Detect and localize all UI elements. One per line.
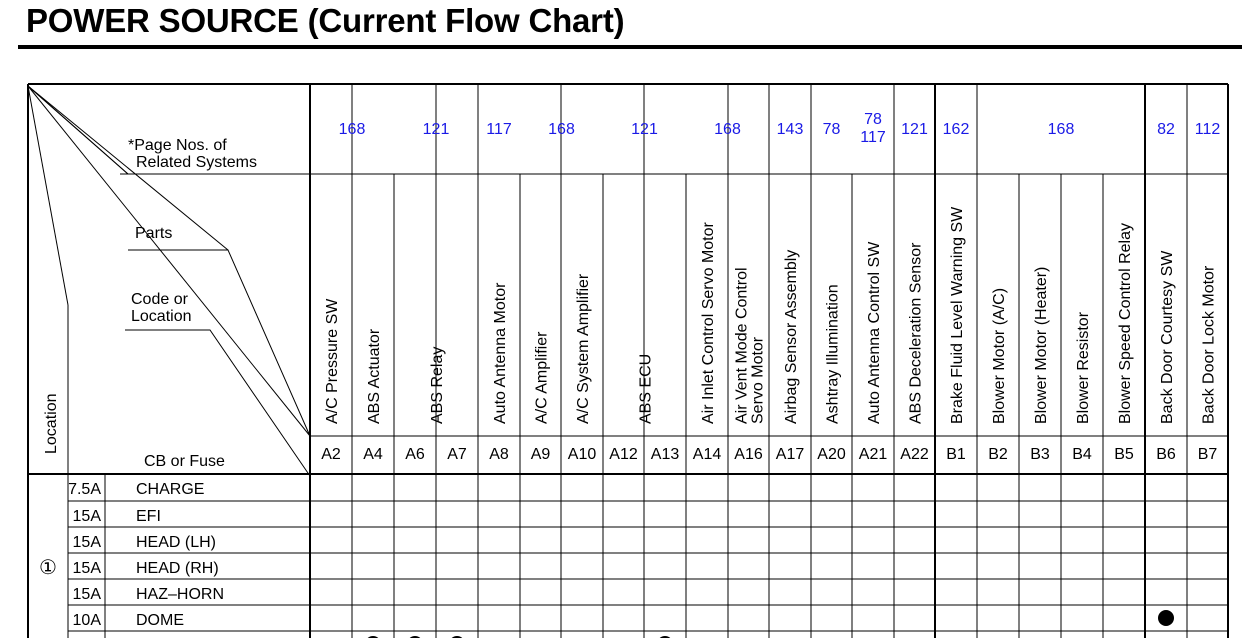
part-name: Back Door Lock Motor [1200, 265, 1218, 424]
page-number: 162 [942, 121, 970, 138]
part-name: A/C Pressure SW [324, 298, 341, 424]
table-header [43, 137, 257, 470]
part-name: ABS Actuator [366, 328, 383, 424]
page-number: 121 [901, 121, 928, 138]
fuse-amperage: 15A [72, 508, 101, 525]
cb-fuse-label: CB or Fuse [144, 453, 225, 470]
fuse-name: HEAD (RH) [136, 560, 219, 577]
fuse-name: CHARGE [136, 481, 205, 498]
part-code: A17 [775, 446, 805, 463]
page-number: 121 [631, 121, 658, 138]
page-number: 143 [776, 121, 804, 138]
fuse-amperage: 7.5A [68, 481, 101, 498]
part-code: A21 [858, 446, 888, 463]
page-number: 168 [1047, 121, 1075, 138]
page-number: 78 [864, 111, 882, 128]
part-name: Blower Speed Control Relay [1117, 223, 1134, 424]
fuse-name: EFI [136, 508, 161, 525]
part-code: B2 [988, 446, 1008, 463]
header-diagonal-code-location [28, 86, 68, 305]
part-name: ABS Deceleration Sensor [907, 242, 925, 424]
page-number: 168 [714, 121, 741, 138]
part-name: Ashtray Illumination [824, 284, 842, 424]
fuse-name: HEAD (LH) [136, 534, 217, 551]
part-code: A14 [692, 446, 722, 463]
part-name: Air Inlet Control Servo Motor [700, 222, 717, 424]
part-name: Auto Antenna Control SW [866, 241, 883, 424]
code-label-line1: Code or [131, 291, 188, 308]
connection-dot [1158, 610, 1174, 626]
part-code: A7 [447, 446, 467, 463]
part-name: Blower Motor (Heater) [1033, 266, 1050, 424]
page-number: 112 [1194, 121, 1221, 138]
location-marker: ① [39, 557, 57, 579]
fuse-amperage: 15A [72, 534, 101, 551]
part-code: A10 [567, 446, 597, 463]
part-code: A8 [489, 446, 509, 463]
part-code: B3 [1030, 446, 1050, 463]
part-name: A/C Amplifier [533, 331, 551, 424]
page-nos-label-line1: *Page Nos. of [128, 137, 227, 154]
part-code: B7 [1197, 446, 1218, 463]
page-number: 168 [548, 121, 575, 138]
part-name: ABS ECU [637, 353, 655, 424]
page-numbers-row [339, 111, 1221, 146]
fuse-name: HAZ–HORN [136, 586, 225, 603]
part-code: A22 [900, 446, 929, 463]
part-name: Air Vent Mode Control [733, 267, 751, 424]
part-name: Brake Fluid Level Warning SW [949, 206, 966, 424]
fuse-amperage: 10A [72, 612, 101, 629]
part-name: Blower Motor (A/C) [991, 287, 1008, 424]
fuse-name: DOME [136, 612, 184, 629]
page-nos-label-line2: Related Systems [136, 154, 257, 171]
page-number: 117 [860, 129, 886, 146]
location-label: Location [43, 393, 60, 454]
page-title: POWER SOURCE (Current Flow Chart) [26, 2, 625, 39]
fuse-amperage: 15A [72, 560, 101, 577]
part-code: A6 [405, 446, 425, 463]
page-number: 168 [338, 121, 366, 138]
code-label-line2: Location [131, 308, 192, 325]
part-code: B4 [1072, 446, 1092, 463]
part-code: A12 [609, 446, 638, 463]
part-code: A16 [734, 446, 763, 463]
part-name: A/C System Amplifier [575, 273, 592, 424]
parts-label: Parts [135, 225, 173, 242]
part-code: A4 [363, 446, 383, 463]
fuse-rows [39, 481, 224, 638]
part-names-row [324, 206, 1218, 424]
page-number: 117 [486, 121, 512, 138]
fuse-amperage: 15A [72, 586, 101, 603]
part-code: A9 [530, 446, 551, 463]
part-code: B5 [1114, 446, 1134, 463]
part-code: A13 [650, 446, 680, 463]
part-name: Servo Motor [749, 336, 767, 424]
part-name: ABS Relay [429, 346, 446, 424]
part-name: Auto Antenna Motor [492, 282, 509, 424]
part-code: B1 [946, 446, 966, 463]
part-name: Back Door Courtesy SW [1159, 250, 1176, 424]
page-number: 82 [1157, 121, 1175, 138]
part-code: A20 [817, 446, 846, 463]
part-code: A2 [321, 446, 341, 463]
part-code: B6 [1156, 446, 1176, 463]
part-name: Airbag Sensor Assembly [783, 249, 800, 424]
page-number: 121 [422, 121, 450, 138]
part-name: Blower Resistor [1075, 311, 1092, 424]
header-diagonal [28, 86, 128, 174]
page-number: 78 [822, 121, 841, 138]
